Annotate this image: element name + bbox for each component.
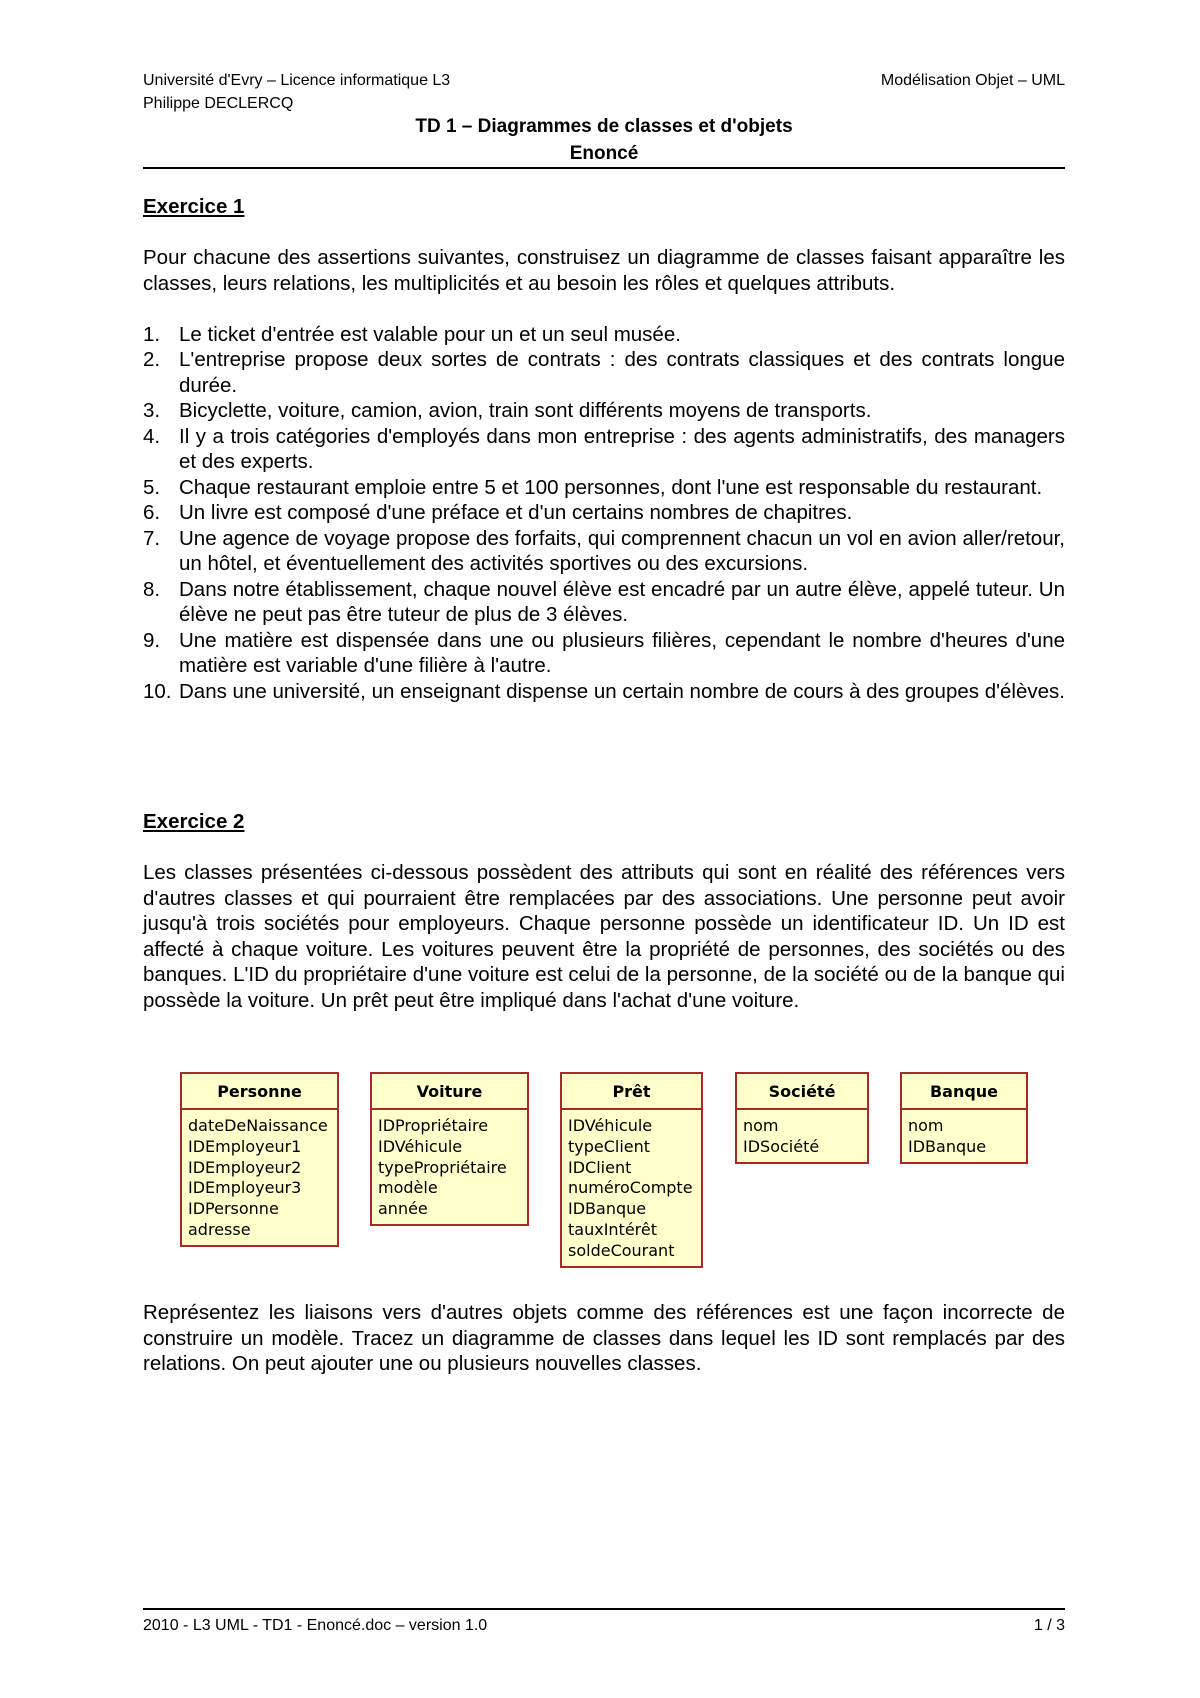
header-divider [143,167,1065,169]
list-item-number: 2. [143,348,161,371]
list-item-number: 1. [143,322,161,346]
list-item [143,347,1065,398]
uml-class-attributes [182,1110,337,1245]
page-header [143,72,1065,90]
header-author: Philippe DECLERCQ [143,95,294,112]
list-item-text: L'entreprise propose deux sortes de contrats : des contrats classiques et des contrats longue durée. [179,348,1065,397]
uml-attribute: année [378,1199,428,1219]
list-item [143,526,1065,577]
uml-attribute: IDEmployeur3 [188,1178,302,1198]
uml-attribute: adresse [188,1219,251,1239]
uml-class-banque [900,1072,1028,1164]
exercise-1-intro: Pour chacune des assertions suivantes, construisez un diagramme de classes faisant apparaître les classes, leurs relations, les multiplicités et au besoin les rôles et quelques attributs. [143,246,1065,295]
list-item-text: Bicyclette, voiture, camion, avion, train sont différents moyens de transports. [179,399,872,422]
uml-class-attributes [562,1110,701,1266]
list-item-text: Une agence de voyage propose des forfaits, qui comprennent chacun un vol en avion aller/retour, un hôtel, et éventuellement des activités sportives ou des excursions. [179,526,1065,575]
uml-attribute: IDVéhicule [378,1136,463,1156]
document-subtitle: Enoncé [569,143,639,164]
uml-attribute: IDEmployeur2 [188,1157,302,1177]
list-item [143,398,1065,424]
list-item [143,679,1065,705]
list-item-number: 4. [143,424,161,448]
list-item-text: Dans une université, un enseignant dispense un certain nombre de cours à des groupes d'élèves. [179,679,1065,703]
list-item-text: Un livre est composé d'une préface et d'un certains nombres de chapitres. [179,501,853,524]
uml-class-attributes [902,1110,1026,1162]
header-institution: Université d'Evry – Licence informatique L3 [143,72,451,89]
uml-attribute: typeClient [568,1136,651,1156]
uml-attribute: IDPersonne [188,1199,279,1219]
list-item-number: 3. [143,399,161,422]
exercise-2-intro: Les classes présentées ci-dessous possèdent des attributs qui sont en réalité des références vers d'autres classes et qui pourraient être remplacées par des associations. Une personne peut avoir jusqu'à trois sociétés pour employeurs. Chaque personne possède un identificateur ID. Un ID est affecté à chaque voiture. Les voitures peuvent être la propriété de personnes, des sociétés ou des banques. L'ID du propriétaire d'une voiture est celui de la personne, de la société ou de la banque qui possède la voiture. Un prêt peut être impliqué dans l'achat d'une voiture. [143,861,1065,1012]
exercise-2-conclusion: Représentez les liaisons vers d'autres objets comme des références est une façon incorrecte de construire un modèle. Tracez un diagramme de classes dans lequel les ID sont remplacés par des relations. On peut ajouter une ou plusieurs nouvelles classes. [143,1301,1065,1375]
uml-class-societe [735,1072,869,1164]
uml-attribute: nom [743,1116,779,1135]
list-item-text: Chaque restaurant emploie entre 5 et 100 personnes, dont l'une est responsable du restaurant. [179,475,1043,499]
exercise-2 [143,809,1065,1013]
exercise-1 [143,194,1065,704]
document-title: TD 1 – Diagrammes de classes et d'objets [415,116,793,137]
list-item-number: 6. [143,501,161,524]
uml-class-name: Voiture [372,1074,527,1110]
list-item [143,500,1065,526]
list-item-number: 8. [143,577,161,601]
list-item [143,322,1065,348]
uml-class-voiture [370,1072,529,1226]
uml-attribute: typePropriétaire [378,1157,507,1177]
list-item-text: Dans notre établissement, chaque nouvel élève est encadré par un autre élève, appelé tuteur. Un élève ne peut pas être tuteur de plus de 3 élèves. [179,577,1065,626]
list-item [143,577,1065,628]
uml-class-attributes [737,1110,867,1162]
list-item-number: 9. [143,628,161,652]
uml-class-personne [180,1072,339,1247]
list-item [143,628,1065,679]
uml-attribute: IDBanque [568,1199,647,1219]
uml-attribute: IDSociété [743,1136,820,1156]
exercise-2-title: Exercice 2 [143,810,245,833]
list-item-text: Il y a trois catégories d'employés dans mon entreprise : des agents administratifs, des managers et des experts. [179,424,1065,473]
list-item-text: Une matière est dispensée dans une ou plusieurs filières, cependant le nombre d'heures d'une matière est variable d'une filière à l'autre. [179,628,1065,677]
page-footer [143,1617,1065,1635]
exercise-2-conclusion-block [143,1300,1065,1377]
exercise-1-title: Exercice 1 [143,195,245,218]
list-item [143,475,1065,501]
uml-attribute: IDVéhicule [568,1116,653,1135]
list-item-number: 5. [143,475,161,499]
uml-class-name: Banque [902,1074,1026,1110]
footer-divider [143,1608,1065,1610]
uml-attribute: IDEmployeur1 [188,1136,302,1156]
uml-class-name: Prêt [562,1074,701,1110]
uml-class-name: Personne [182,1074,337,1110]
uml-attribute: modèle [378,1178,438,1198]
uml-attribute: nom [908,1116,944,1135]
uml-class-pret [560,1072,703,1268]
list-item-text: Le ticket d'entrée est valable pour un et un seul musée. [179,322,681,346]
uml-attribute: tauxIntérêt [568,1219,658,1239]
page-number: 1 / 3 [1033,1617,1065,1634]
list-item-number: 10. [143,679,172,703]
uml-attribute: dateDeNaissance [188,1116,328,1135]
uml-attribute: IDClient [568,1157,632,1177]
footer-document-info: 2010 - L3 UML - TD1 - Enoncé.doc – version 1.0 [143,1617,488,1634]
uml-attribute: soldeCourant [568,1240,675,1260]
document-page [143,0,1065,1698]
uml-class-attributes [372,1110,527,1224]
list-item [143,424,1065,475]
uml-attribute: IDBanque [908,1136,987,1156]
uml-class-name: Société [737,1074,867,1110]
uml-attribute: numéroCompte [568,1178,693,1198]
uml-class-diagram [180,1072,1050,1272]
header-course: Modélisation Objet – UML [880,72,1065,89]
exercise-1-list [143,322,1065,705]
list-item-number: 7. [143,526,161,550]
uml-attribute: IDPropriétaire [378,1116,489,1135]
